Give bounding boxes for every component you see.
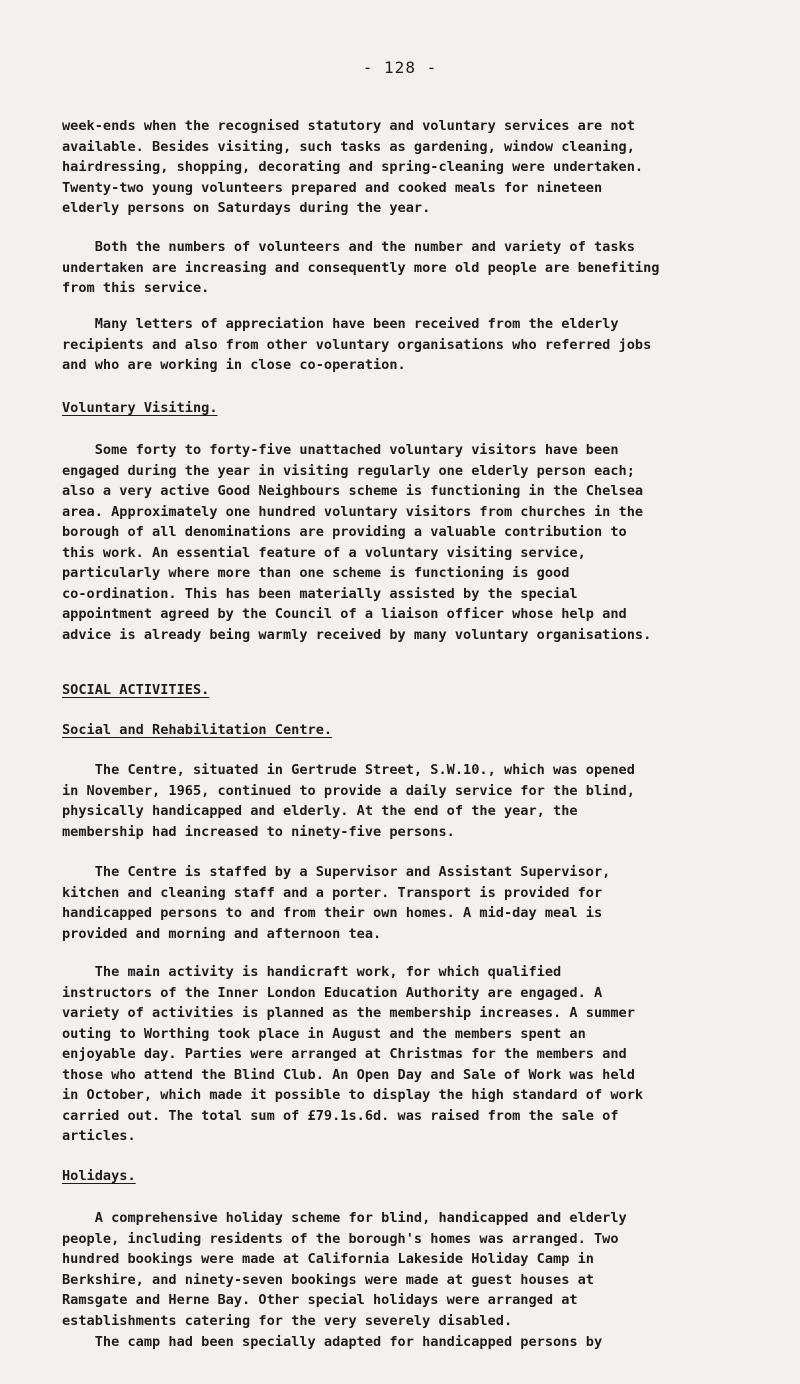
page-number: - 128 -	[362, 58, 438, 77]
paragraph-handicraft: The main activity is handicraft work, for which qualified instructors of the Inner London Education Authority are engaged. A variety of activities is planned as the membership increases. A summer outing to Worthing took place in August and the members spent an enjoyable day. Parties were arranged at Christmas for the members and those who attend the Blind Club. An Open Day and Sale of Work was held in October, which made it possible to display the high standard of work carried out. The total sum of £79.1s.6d. was raised from the sale of articles.	[62, 964, 644, 1144]
paragraph-voluntary-visitors: Some forty to forty-five unattached voluntary visitors have been engaged during the year in visiting regularly one elderly person each; also a very active Good Neighbours scheme is functioning in the Chelsea area. Approximately one hundred voluntary visitors from churches in the borough of all denominations are providing a valuable contribution to this work. An essential feature of a voluntary visiting service, particularly where more than one scheme is functioning is good co-ordination. This has been materially assisted by the special appointment agreed by the Council of a liaison officer whose help and advice is already being warmly received by many voluntary organisations.	[62, 442, 652, 643]
heading-holidays: Holidays.	[62, 1168, 136, 1184]
heading-social-activities: SOCIAL ACTIVITIES.	[62, 682, 210, 698]
heading-voluntary-visiting: Voluntary Visiting.	[62, 400, 218, 416]
paragraph-weekends: week-ends when the recognised statutory and voluntary services are not available. Besides visiting, such tasks as gardening, window cleaning, hairdressing, shopping, decorating and spring-cleaning were undertaken. Twenty-two young volunteers prepared and cooked meals for nineteen elderly persons on Saturdays during the year.	[62, 118, 644, 216]
heading-social-rehabilitation-centre: Social and Rehabilitation Centre.	[62, 722, 333, 738]
paragraph-holiday-scheme: A comprehensive holiday scheme for blind, handicapped and elderly people, including residents of the borough's homes was arranged. Two hundred bookings were made at California Lakeside Holiday Camp in Berkshire, and ninety-seven bookings were made at guest houses at Ramsgate and Herne Bay. Other special holidays were arranged at establishments catering for the very severely disabled.	[62, 1210, 627, 1329]
paragraph-camp-adapted: The camp had been specially adapted for handicapped persons by	[62, 1334, 603, 1350]
paragraph-centre-opened: The Centre, situated in Gertrude Street, S.W.10., which was opened in November, 1965, continued to provide a daily service for the blind, physically handicapped and elderly. At the end of the year, the membership had increased to ninety-five persons.	[62, 762, 635, 840]
paragraph-letters-appreciation: Many letters of appreciation have been received from the elderly recipients and also from other voluntary organisations who referred jobs and who are working in close co-operation.	[62, 316, 652, 373]
paragraph-centre-staff: The Centre is staffed by a Supervisor and Assistant Supervisor, kitchen and cleaning staff and a porter. Transport is provided for handicapped persons to and from their own homes. A mid-day meal is provided and morning and afternoon tea.	[62, 864, 611, 942]
paragraph-volunteer-numbers: Both the numbers of volunteers and the number and variety of tasks undertaken are increasing and consequently more old people are benefiting from this service.	[62, 239, 660, 296]
